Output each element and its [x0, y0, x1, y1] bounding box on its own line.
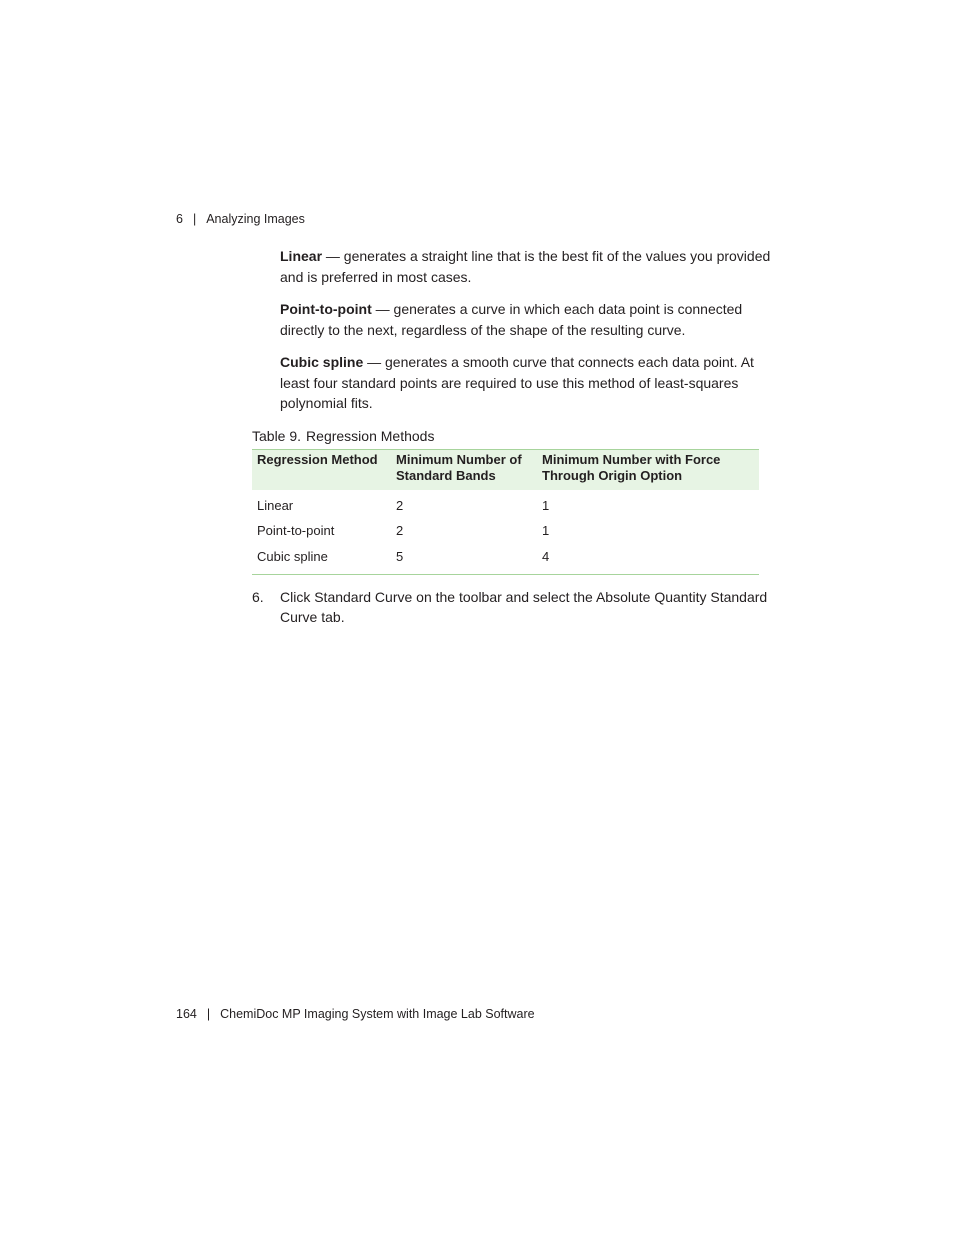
definition-term: Linear: [280, 248, 323, 264]
running-header: [176, 211, 305, 227]
definition-cubic-spline: [280, 352, 780, 414]
definition-text: — generates a straight line that is the best fit of the values you provided and is preferred in most cases.: [280, 248, 771, 285]
definition-text: — generates a smooth curve that connects each data point. At least four standard points are required to use this method of least-squares polynomial fits.: [280, 354, 754, 411]
running-footer: [176, 1006, 535, 1022]
definition-term: Cubic spline: [280, 354, 364, 370]
table-caption-title: Regression Methods: [306, 428, 435, 444]
table-cell: 1: [542, 523, 550, 539]
table-row: [252, 519, 759, 545]
table-row: [252, 544, 759, 574]
table-cell: Cubic spline: [257, 548, 328, 564]
chapter-title: Analyzing Images: [206, 212, 305, 226]
book-title: ChemiDoc MP Imaging System with Image Lab Software: [220, 1007, 535, 1021]
procedure-step: [252, 588, 782, 627]
table-cell: 2: [396, 497, 404, 513]
header-separator: |: [192, 212, 197, 226]
table-cell: 2: [396, 523, 404, 539]
definition-text: — generates a curve in which each data point is connected directly to the next, regardless of the shape of the resulting curve.: [280, 301, 743, 338]
table-header-row: [252, 450, 759, 491]
table-cell: 1: [542, 497, 550, 513]
column-header-min-standard-bands: Minimum Number of Standard Bands: [396, 452, 522, 483]
definition-term: Point-to-point: [280, 301, 372, 317]
table-cell: Linear: [257, 497, 294, 513]
column-header-min-force-through-origin: Minimum Number with Force Through Origin Option: [542, 452, 721, 483]
definition-point-to-point: [280, 299, 780, 341]
table-cell: 5: [396, 548, 404, 564]
page-number: 164: [176, 1007, 197, 1021]
table-cell: 4: [542, 548, 550, 564]
chapter-number: 6: [176, 212, 183, 226]
column-header-regression-method: Regression Method: [257, 452, 378, 467]
table-caption-label: Table 9.: [252, 428, 302, 444]
step-number: 6.: [252, 589, 264, 605]
table-cell: Point-to-point: [257, 523, 335, 539]
table-row: [252, 490, 759, 519]
regression-methods-table: [252, 449, 759, 575]
definition-linear: [280, 246, 780, 288]
table-caption: [252, 427, 434, 445]
footer-separator: |: [206, 1007, 211, 1021]
step-text: Click Standard Curve on the toolbar and select the Absolute Quantity Standard Curve tab.: [280, 589, 768, 625]
